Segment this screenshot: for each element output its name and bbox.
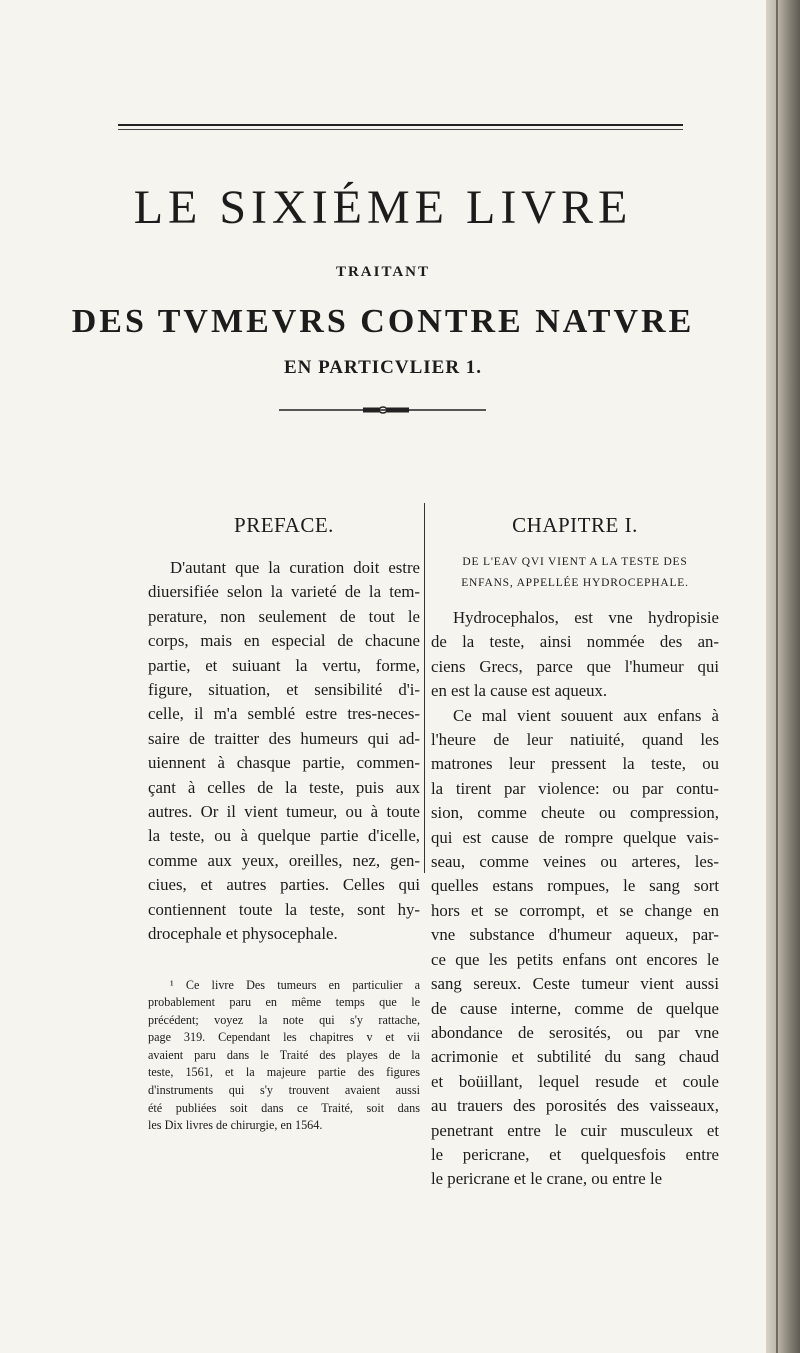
footnote-line: page 319. Cependant les chapitres v et vii	[148, 1030, 420, 1045]
chapter-line: acrimonie et subtilité du sang chaud	[431, 1047, 719, 1067]
chapter-heading: CHAPITRE I.	[512, 513, 638, 537]
preface-body	[148, 556, 420, 947]
footnote	[148, 977, 420, 1135]
preface-line: diuersifiée selon la varieté de la tem-	[148, 582, 420, 602]
chapter-column	[431, 503, 719, 1192]
footnote-line: probablement paru en même temps que le	[148, 995, 420, 1010]
chapter-line: au trauers des porosités des vaisseaux,	[431, 1096, 719, 1116]
chapter-line: quelles estans rompues, le sang sort	[431, 876, 719, 896]
chapter-line: qui est cause de rompre quelque vais-	[431, 827, 719, 847]
chapter-line: le pericrane, et quelquesfois entre	[431, 1144, 719, 1164]
footnote-line: avaient paru dans le Traité des playes de la	[148, 1047, 420, 1062]
book-title: LE SIXIÉME LIVRE	[133, 181, 633, 234]
chapter-subheading-line2: ENFANS, APPELLÉE HYDROCEPHALE.	[461, 577, 689, 589]
column-divider	[424, 503, 425, 873]
chapter-line: sion, comme cheute ou compression,	[431, 803, 719, 823]
chapter-line: Ce mal vient souuent aux enfans à	[453, 705, 719, 725]
divider-ornament-icon	[279, 406, 486, 414]
chapter-line: abondance de serosités, ou par vne	[431, 1022, 719, 1042]
chapter-line: l'heure de leur natiuité, quand les	[431, 730, 719, 750]
chapter-line: de la teste, ainsi nommée des an-	[431, 632, 719, 652]
chapter-line: penetrant entre le cuir musculeux et	[431, 1120, 719, 1140]
footnote-line: ¹ Ce livre Des tumeurs en particulier a	[170, 977, 420, 992]
footnote-marker: 1.	[465, 357, 483, 378]
chapter-line: la tirent par violence: ou par contu-	[431, 778, 719, 798]
preface-line: drocephale et physocephale.	[148, 924, 338, 944]
chapter-line: ciens Grecs, parce que l'humeur qui	[431, 656, 719, 676]
en-particulier-text: EN PARTICVLIER	[283, 357, 461, 378]
chapter-line: seau, comme veines ou arteres, les-	[431, 852, 719, 872]
preface-line: partie, et suiuant la vertu, forme,	[148, 655, 420, 675]
preface-line: D'autant que la curation doit estre	[170, 558, 420, 577]
title-en-particulier	[0, 357, 766, 379]
preface-line: saire de traitter des humeurs qui ad-	[148, 728, 420, 748]
preface-line: corps, mais en especial de chacune	[148, 631, 420, 651]
preface-line: uiennent à chasque partie, commen-	[148, 753, 420, 773]
preface-line: autres. Or il vient tumeur, ou à toute	[148, 802, 420, 822]
book-subtitle: DES TVMEVRS CONTRE NATVRE	[71, 303, 695, 340]
top-rule	[118, 124, 683, 126]
preface-line: figure, situation, et sensibilité d'i-	[148, 680, 420, 700]
footnote-line: les Dix livres de chirurgie, en 1564.	[148, 1118, 323, 1133]
page-edge-shadow	[766, 0, 800, 1353]
chapter-subheading	[431, 552, 719, 594]
chapter-line: sang sereux. Ceste tumeur vient aussi	[431, 974, 719, 994]
chapter-line: ce que les petits enfans ont encores le	[431, 949, 719, 969]
preface-column	[148, 503, 420, 1135]
footnote-line: été publiées soit dans ce Traité, soit dans	[148, 1100, 420, 1115]
footnote-line: d'instruments qui s'y trouvent avaient aussi	[148, 1083, 420, 1098]
chapter-line: et boüillant, lequel resude et coule	[431, 1071, 719, 1091]
preface-line: perature, non seulement de tout le	[148, 606, 420, 626]
chapter-line: matrones leur pressent la teste, ou	[431, 754, 719, 774]
preface-line: contiennent toute la teste, sont hy-	[148, 899, 420, 919]
preface-line: celle, il m'a semblé estre tres-neces-	[148, 704, 420, 724]
preface-heading: PREFACE.	[234, 513, 334, 537]
preface-line: çant à celles de la teste, puis aux	[148, 777, 420, 797]
title-traitant: TRAITANT	[335, 264, 431, 280]
preface-line: ciues, et autres parties. Celles qui	[148, 875, 420, 895]
preface-line: la teste, ou à quelque partie d'icelle,	[148, 826, 420, 846]
footnote-line: teste, 1561, et la majeure partie des figures	[148, 1065, 420, 1080]
chapter-line: hors et se corrompt, et se change en	[431, 900, 719, 920]
chapter-line: vne substance d'humeur aqueux, par-	[431, 925, 719, 945]
chapter-line: le pericrane et le crane, ou entre le	[431, 1169, 663, 1189]
chapter-line: en est la cause est aqueux.	[431, 681, 608, 701]
chapter-body	[431, 606, 719, 1192]
top-rule-thin	[118, 129, 683, 130]
chapter-subheading-line1: DE L'EAV QVI VIENT A LA TESTE DES	[462, 556, 688, 568]
chapter-line: de cause interne, comme de quelque	[431, 998, 719, 1018]
chapter-line: Hydrocephalos, est vne hydropisie	[453, 608, 719, 627]
footnote-line: précédent; voyez la note qui s'y rattache,	[148, 1012, 420, 1027]
preface-line: comme aux yeux, oreilles, nez, gen-	[148, 850, 420, 870]
